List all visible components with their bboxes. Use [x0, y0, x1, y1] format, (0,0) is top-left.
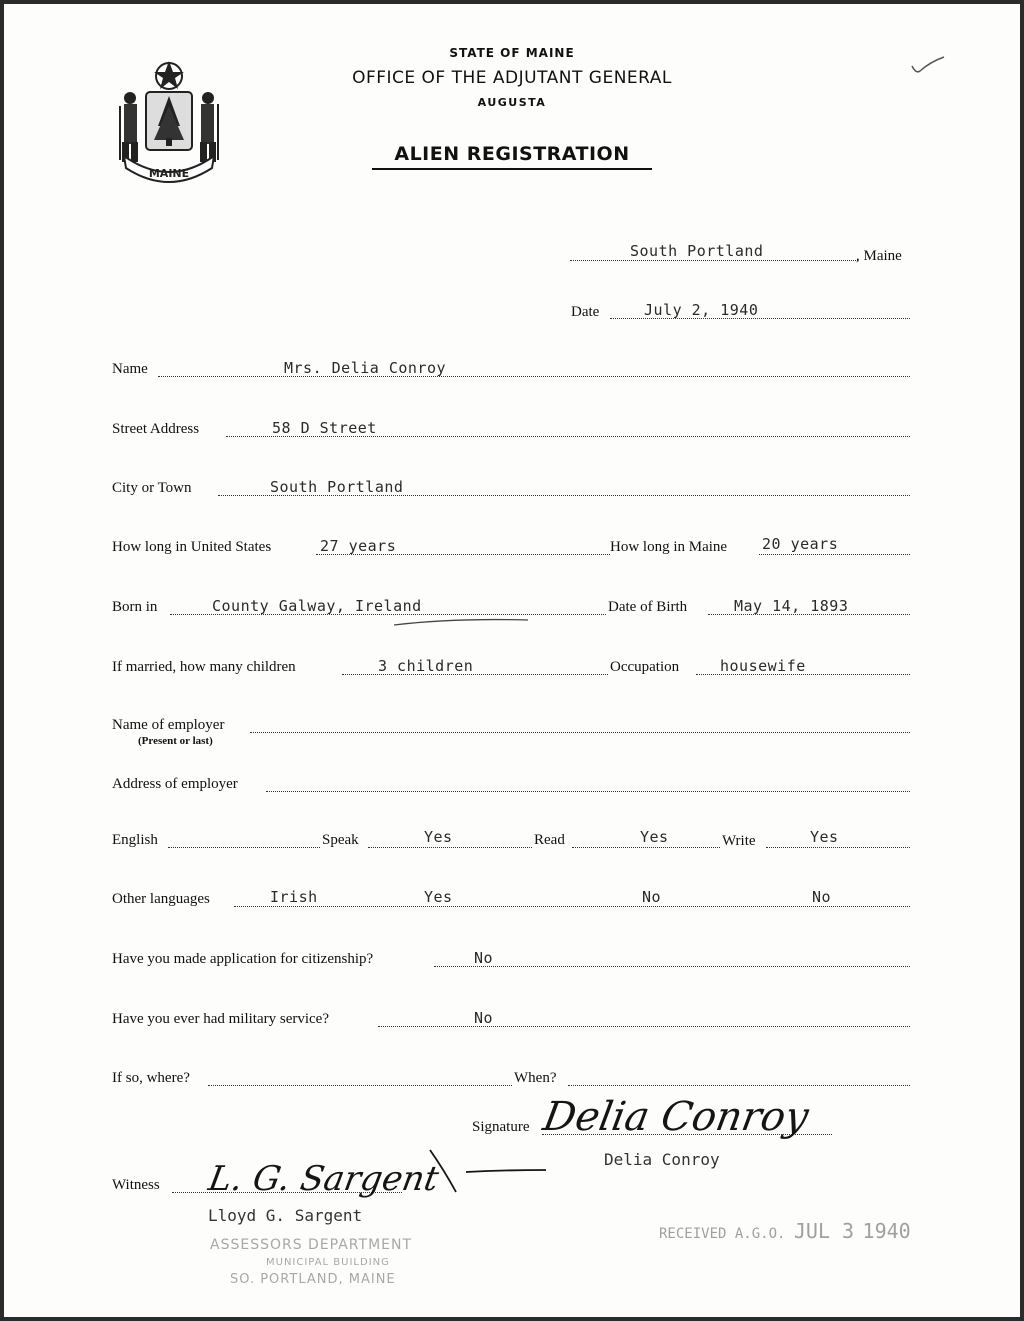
city-value: South Portland [270, 478, 404, 496]
employer-name-label: Name of employer [112, 717, 225, 733]
street-address-label: Street Address [112, 421, 200, 437]
received-stamp [659, 1219, 911, 1243]
received-stamp-prefix: RECEIVED A.G.O. [659, 1226, 786, 1242]
place-value: South Portland [630, 242, 764, 260]
english-write-value: Yes [810, 828, 839, 846]
occupation-value: housewife [720, 657, 806, 675]
witness-label: Witness [112, 1177, 160, 1193]
received-stamp-year: 1940 [862, 1219, 911, 1243]
born-in-label: Born in [112, 599, 158, 615]
underline-mark-icon [392, 616, 532, 628]
english-dotted-line [168, 847, 320, 848]
how-long-us-value: 27 years [320, 537, 397, 555]
english-speak-label: Speak [322, 832, 359, 848]
received-stamp-date: JUL 3 [793, 1219, 855, 1243]
other-language-write-value: No [812, 888, 832, 906]
other-languages-label: Other languages [112, 891, 210, 907]
how-long-us-label: How long in United States [112, 539, 272, 555]
name-label: Name [112, 361, 148, 377]
military-value: No [474, 1009, 494, 1027]
alien-registration-form [4, 4, 1020, 1317]
english-read-label: Read [534, 832, 565, 848]
children-value: 3 children [378, 657, 474, 675]
svg-text:Delia Conroy: Delia Conroy [539, 1093, 813, 1140]
form-title: ALIEN REGISTRATION [372, 143, 652, 170]
when-label: When? [514, 1070, 557, 1086]
military-label: Have you ever had military service? [112, 1011, 329, 1027]
other-language-value: Irish [270, 888, 318, 906]
header-state: STATE OF MAINE [449, 46, 575, 60]
street-address-value: 58 D Street [272, 419, 377, 437]
date-value: July 2, 1940 [644, 301, 759, 319]
how-long-maine-label: How long in Maine [610, 539, 728, 555]
signature-typed-name: Delia Conroy [604, 1150, 720, 1169]
employer-name-sublabel: (Present or last) [138, 735, 213, 747]
signature-label: Signature [472, 1119, 530, 1135]
place-suffix: , Maine [856, 248, 902, 264]
military-dotted-line [378, 1026, 910, 1027]
english-speak-value: Yes [424, 828, 453, 846]
employer-address-dotted-line [266, 791, 910, 792]
other-languages-dotted-line [234, 906, 910, 907]
seal-motto: MAINE [148, 167, 190, 180]
city-label: City or Town [112, 480, 192, 496]
if-so-where-label: If so, where? [112, 1070, 190, 1086]
english-write-label: Write [722, 833, 756, 849]
date-of-birth-value: May 14, 1893 [734, 597, 849, 615]
assessor-stamp-line2: MUNICIPAL BUILDING [266, 1257, 390, 1268]
if-so-where-dotted-line [208, 1085, 512, 1086]
employer-name-dotted-line [250, 732, 910, 733]
occupation-label: Occupation [610, 659, 680, 675]
english-read-dotted-line [572, 847, 720, 848]
name-dotted-line [158, 376, 910, 377]
employer-address-label: Address of employer [112, 776, 238, 792]
date-label: Date [571, 304, 600, 320]
name-value: Mrs. Delia Conroy [284, 359, 447, 377]
how-long-maine-value: 20 years [762, 535, 839, 553]
citizenship-label: Have you made application for citizenship? [112, 951, 374, 967]
header-city: AUGUSTA [477, 96, 547, 109]
witness-handwritten [204, 1140, 554, 1210]
signature-handwritten [539, 1082, 854, 1152]
svg-text:L. G. Sargent: L. G. Sargent [205, 1159, 442, 1199]
header-office: OFFICE OF THE ADJUTANT GENERAL [352, 68, 672, 88]
other-language-speak-value: Yes [424, 888, 453, 906]
born-in-value: County Galway, Ireland [212, 597, 422, 615]
witness-typed-name: Lloyd G. Sargent [208, 1206, 363, 1225]
how-long-maine-dotted-line [759, 554, 910, 555]
citizenship-dotted-line [434, 966, 910, 967]
children-label: If married, how many children [112, 659, 296, 675]
assessor-stamp-line3: SO. PORTLAND, MAINE [230, 1272, 396, 1287]
place-dotted-line [570, 260, 858, 261]
date-of-birth-label: Date of Birth [608, 599, 688, 615]
english-write-dotted-line [766, 847, 910, 848]
english-read-value: Yes [640, 828, 669, 846]
other-language-read-value: No [642, 888, 662, 906]
english-speak-dotted-line [368, 847, 532, 848]
citizenship-value: No [474, 949, 494, 967]
assessor-stamp-line1: ASSESSORS DEPARTMENT [210, 1237, 413, 1253]
english-label: English [112, 832, 158, 848]
